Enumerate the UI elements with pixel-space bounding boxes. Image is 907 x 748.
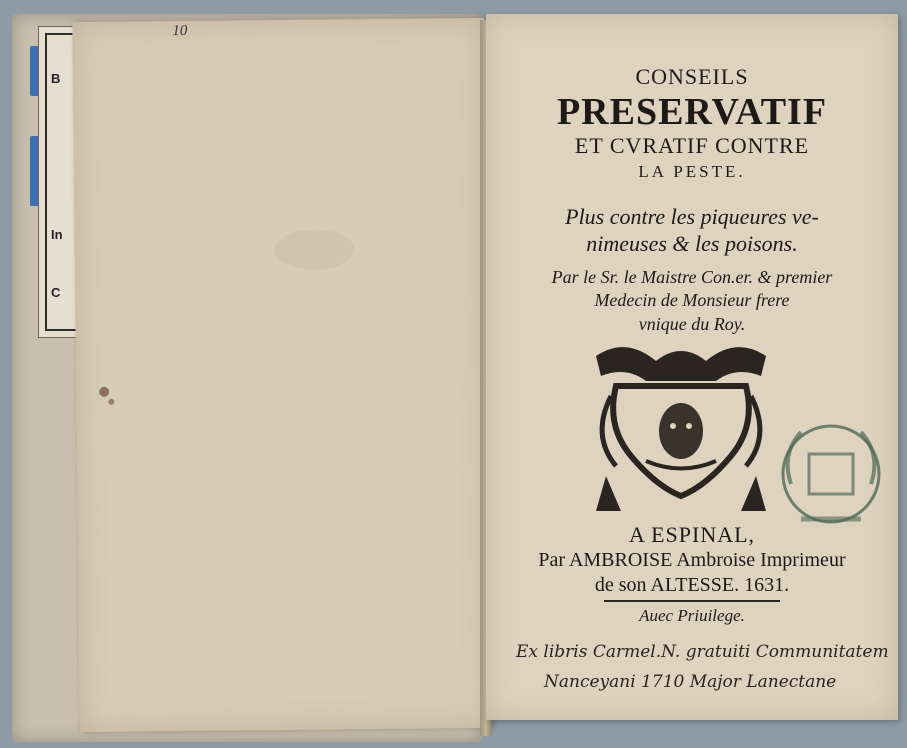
author-line-3: vnique du Roy. [638,314,746,334]
library-stamp [771,414,891,534]
subtitle-line-1: Plus contre les piqueures ve- [565,204,819,229]
blank-flyleaf [72,18,491,732]
title-page [486,14,898,720]
imprint-printer: Par AMBROISE Ambroise Imprimeur [538,549,846,571]
manuscript-inscription-line-1: Ex libris Carmel.N. gratuiti Communitatem [516,642,889,662]
author-line-2: Medecin de Monsieur frere [594,290,790,310]
privilege-line: Auec Priuilege. [639,606,745,625]
bookplate-letter: In [51,227,63,242]
author-line-1: Par le Sr. le Maistre Con.er. & premier [551,267,833,287]
imprint-date: de son ALTESSE. 1631. [594,574,790,596]
bookplate-letter: B [51,71,61,86]
title-line-curatif: ET CVRATIF CONTRE [574,133,810,158]
open-book [8,6,896,744]
title-line-preservatif: PRESERVATIF [556,91,828,133]
imprint-place: A ESPINAL, [628,522,756,547]
flyleaf-stains [72,18,491,732]
manuscript-inscription-line-2: Nanceyani 1710 Major Lanectane [544,672,837,692]
divider-rule [604,600,780,602]
bookplate-letter: C [51,285,61,300]
title-line-conseils: CONSEILS [635,64,749,89]
title-line-peste: LA PESTE. [638,162,746,181]
subtitle-line-2: nimeuses & les poisons. [586,231,798,256]
folio-number: 10 [172,22,188,40]
printers-ornament-woodcut [586,336,776,516]
